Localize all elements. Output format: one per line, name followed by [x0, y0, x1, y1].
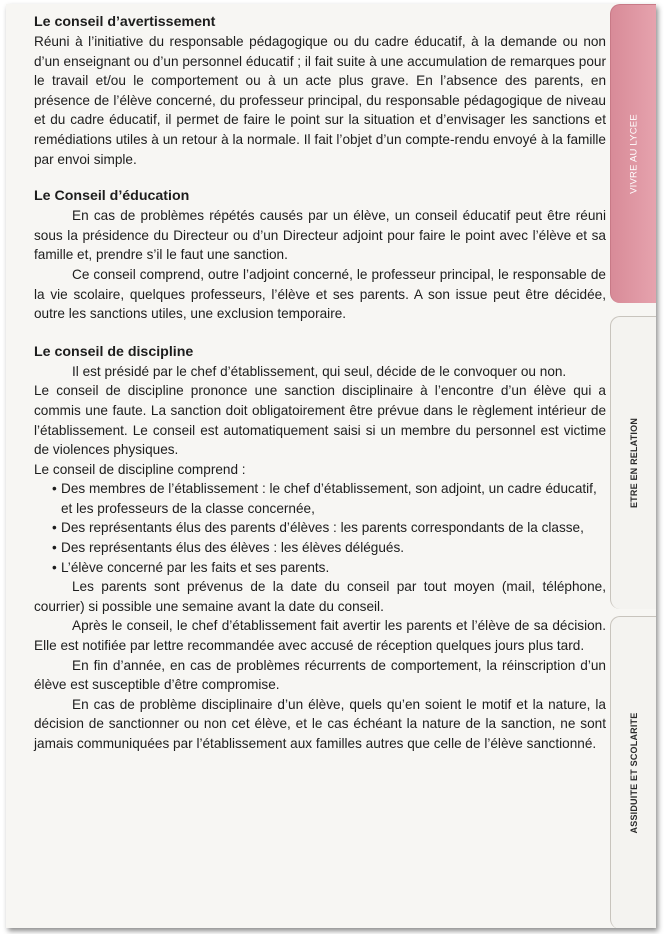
list-item: • Des représentants élus des parents d’élèves : les parents correspondants de la classe,	[52, 518, 606, 538]
paragraph-discipline-4: En cas de problème disciplinaire d’un élève, quels qu’en soient le motif et la nature, la décision de sanctionner ou non cet élève, et le cas échéant la nature de la sanction, ne sont jamais communiquées par l’établissement aux familles autres que celle de l’élève sanctionné.	[34, 696, 606, 751]
paragraph-discipline-intro: Il est présidé par le chef d’établissement, qui seul, décide de le convoquer ou non.	[72, 363, 567, 379]
section-education	[34, 186, 606, 324]
section-avertissement	[34, 12, 606, 169]
list-item: • L’élève concerné par les faits et ses parents.	[52, 558, 606, 578]
tab-label: ETRE EN RELATION	[629, 417, 639, 509]
tab-label: ASSIDUITE ET SCOLARITE	[629, 712, 639, 834]
tab-vivre-au-lycee[interactable]	[610, 4, 656, 303]
section-discipline	[34, 342, 606, 754]
side-tabs	[610, 4, 656, 928]
paragraph-avertissement: Réuni à l’initiative du responsable pédagogique ou du cadre éducatif, à la demande ou non d’un enseignant ou d’un personnel éducatif ; il fait suite à une accumulation de remarques pour le travail et/ou le comportement ou à un acte plus grave. En l’absence des parents, en présence de l’élève concerné, du professeur principal, du responsable pédagogique de niveau et du cadre éducatif, il permet de faire le point sur la situation et d’envisager les sanctions et remédiations utiles à un retour à la normale. Il fait l’objet d’un compte-rendu envoyé à la famille par envoi simple.	[34, 34, 606, 167]
tab-label: VIVRE AU LYCEE	[628, 114, 640, 194]
list-item: • Des représentants élus des élèves : les élèves délégués.	[52, 538, 606, 558]
tab-assiduite-et-scolarite[interactable]	[610, 616, 656, 928]
list-item: • Des membres de l’établissement : le chef d’établissement, son adjoint, un cadre éducatif, et les professeurs de la classe concernée,	[52, 479, 606, 518]
composition-list	[34, 479, 606, 577]
paragraph-education-1: En cas de problèmes répétés causés par un élève, un conseil éducatif peut être réuni sous la présidence du Directeur ou d’un Directeur adjoint pour faire le point avec l’élève et sa famille et, prendre s’il le faut une sanction.	[34, 208, 606, 263]
paragraph-discipline-1: Les parents sont prévenus de la date du conseil par tout moyen (mail, téléphone, courrier) si possible une semaine avant la date du conseil.	[34, 579, 606, 614]
section-title-avertissement: Le conseil d’avertissement	[34, 14, 216, 30]
list-intro: Le conseil de discipline comprend :	[34, 461, 246, 477]
section-title-education: Le Conseil d’éducation	[34, 188, 190, 205]
section-title-discipline: Le conseil de discipline	[34, 343, 194, 360]
paragraph-discipline-body: Le conseil de discipline prononce une sanction disciplinaire à l’encontre d’un élève qui a commis une faute. La sanction doit obligatoirement être prévue dans le règlement intérieur de l’établissement. Le conseil est automatiquement saisi si un membre du personnel est victime de violences physiques.	[34, 383, 606, 458]
page-content	[34, 12, 606, 754]
paragraph-education-2: Ce conseil comprend, outre l’adjoint concerné, le professeur principal, le responsable de la vie scolaire, quelques professeurs, l’élève et ses parents. A son issue peut être décidée, outre les sanctions utiles, une exclusion temporaire.	[34, 266, 606, 322]
paragraph-discipline-3: En fin d’année, en cas de problèmes récurrents de comportement, la réinscription d’un élève est susceptible d’être compromise.	[34, 657, 606, 693]
paragraph-discipline-2: Après le conseil, le chef d’établissement fait avertir les parents et l’élève de sa décision. Elle est notifiée par lettre recommandée avec accusé de réception quelques jours plus tard.	[34, 618, 606, 654]
document-page	[6, 4, 656, 928]
tab-etre-en-relation[interactable]	[610, 316, 656, 609]
